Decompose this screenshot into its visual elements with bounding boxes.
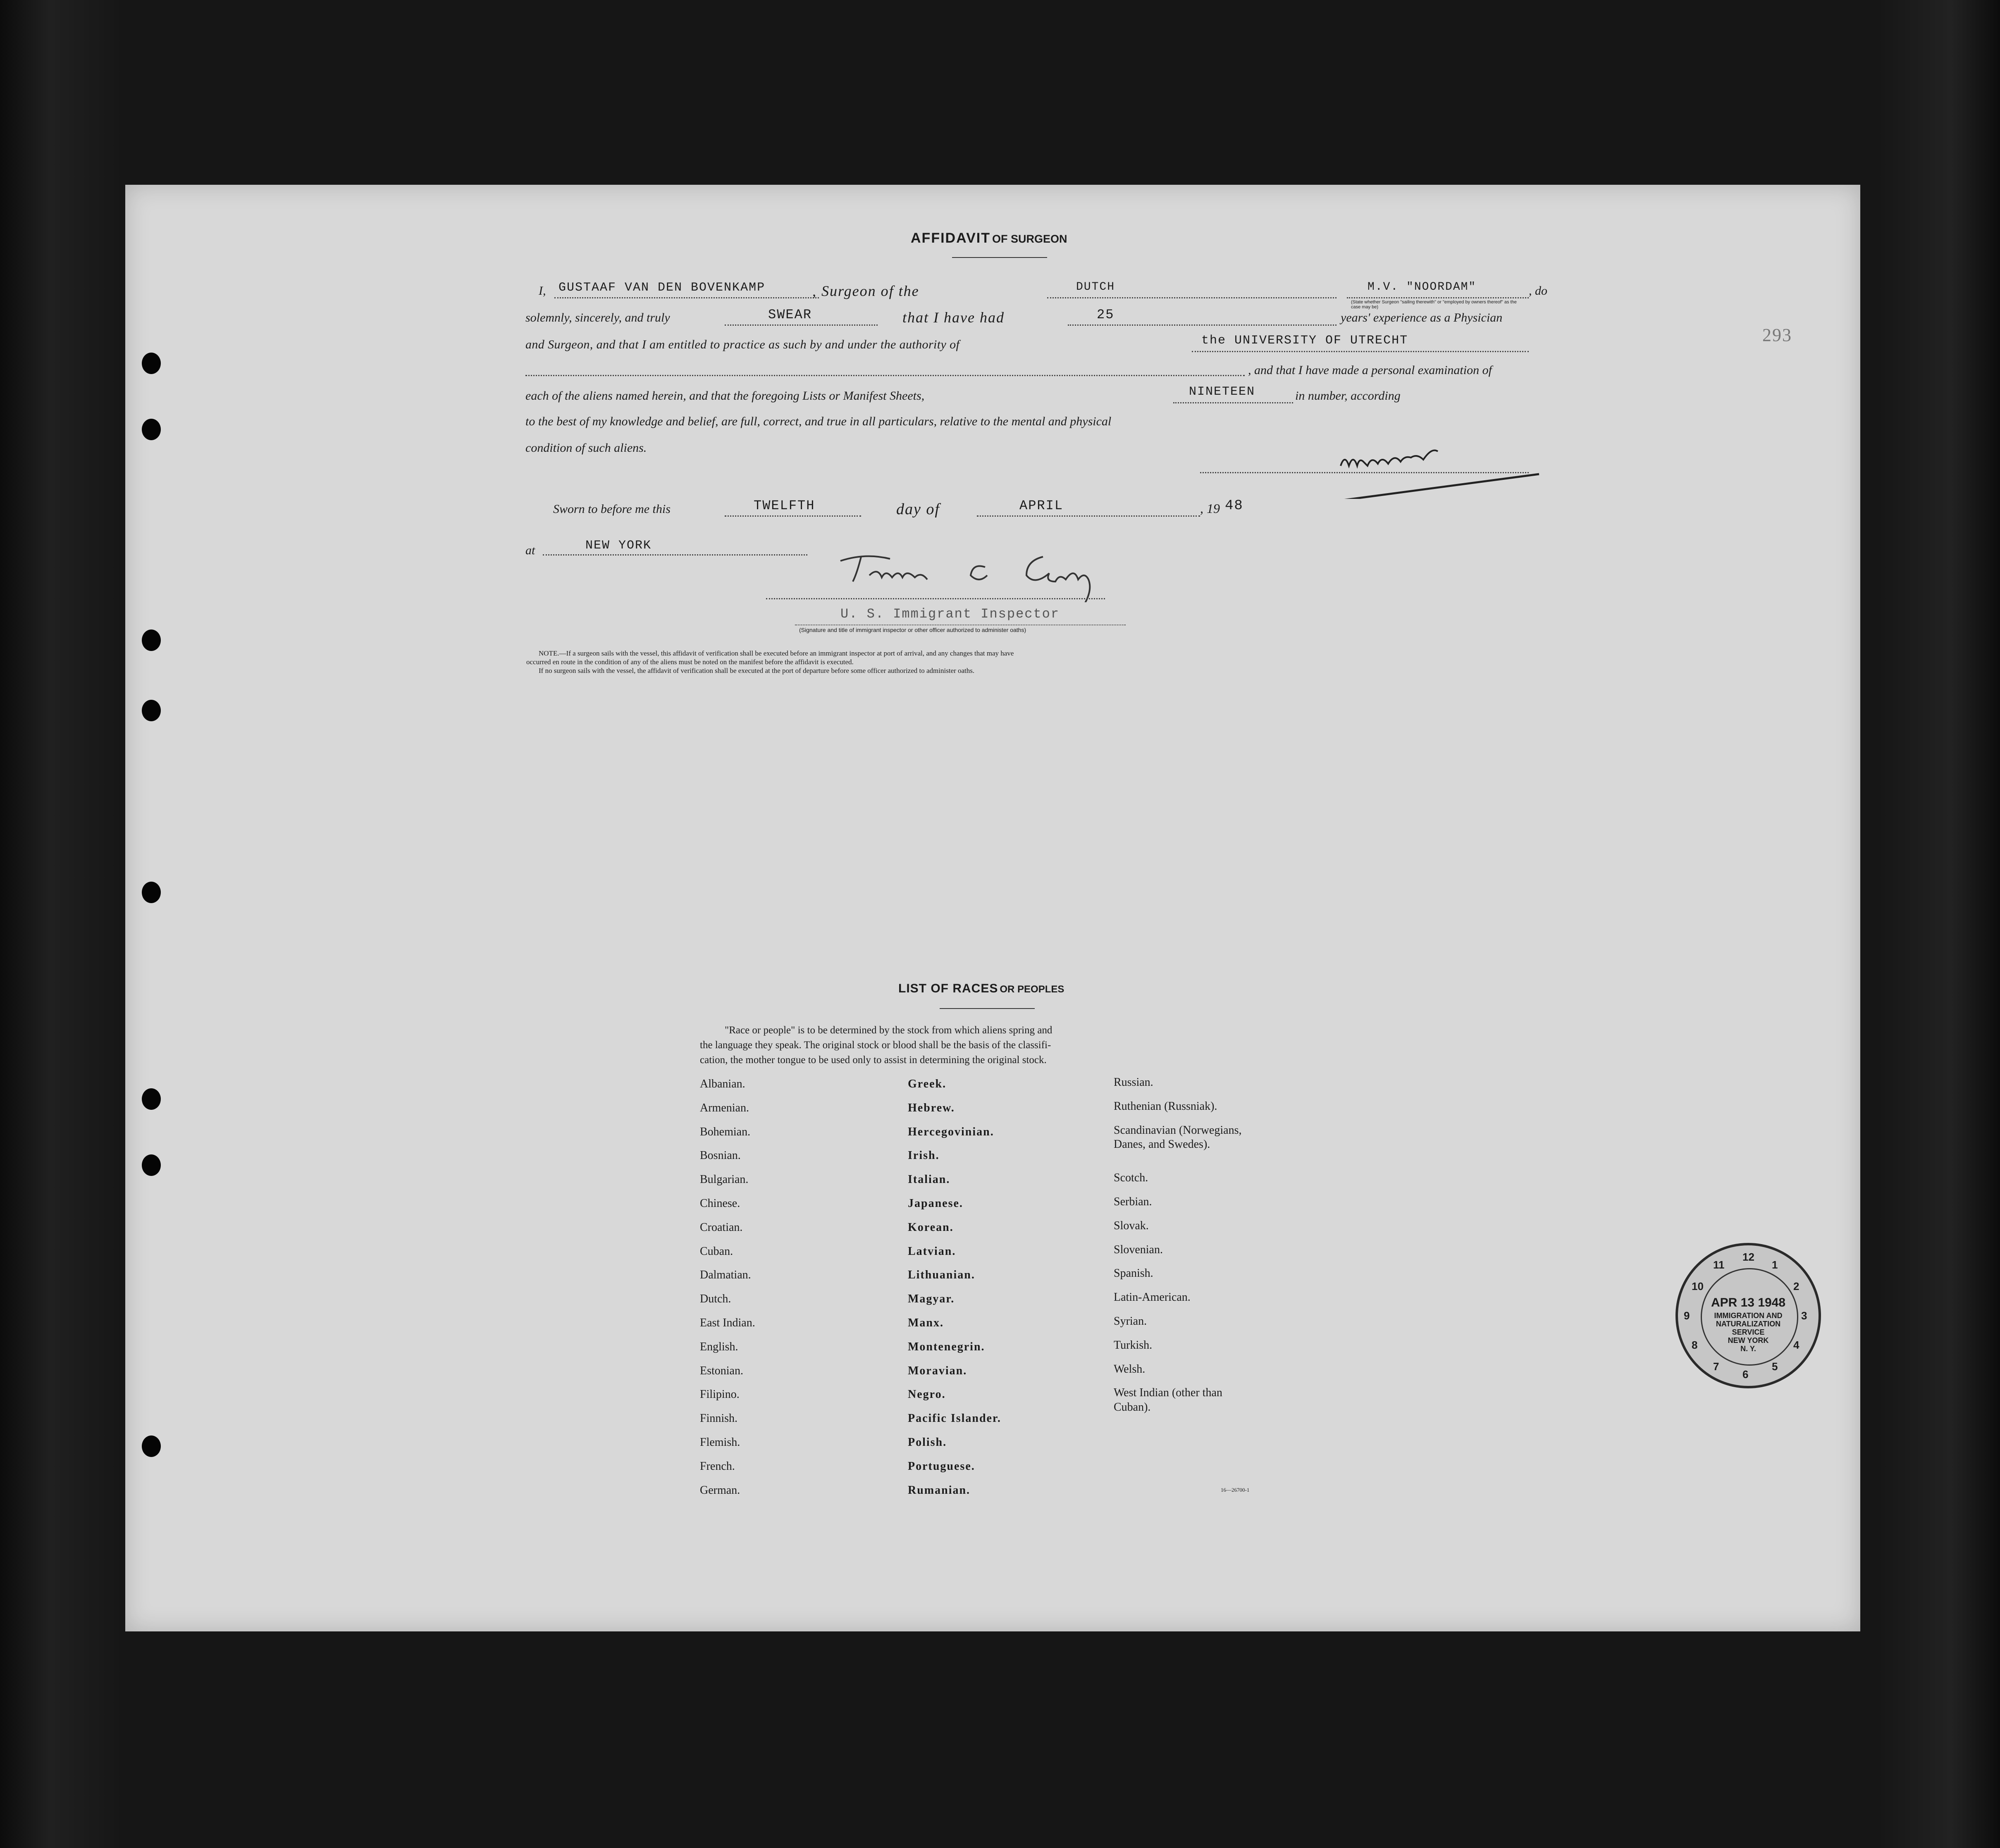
surgeon-signature-line bbox=[1200, 472, 1529, 473]
race-entry: Montenegrin. bbox=[908, 1340, 985, 1353]
stamp-number: 9 bbox=[1684, 1309, 1690, 1322]
blank-place bbox=[543, 554, 807, 556]
punch-hole bbox=[142, 1435, 161, 1457]
affidavit-title: AFFIDAVIT OF SURGEON bbox=[911, 230, 1067, 246]
page-number: 293 bbox=[1762, 325, 1792, 345]
race-entry: French. bbox=[700, 1460, 735, 1473]
sheet-count: NINETEEN bbox=[1189, 385, 1255, 399]
inspector-title: U. S. Immigrant Inspector bbox=[840, 606, 1060, 622]
races-intro-line3: cation, the mother tongue to be used only to assist in determining the original stock. bbox=[700, 1054, 1047, 1066]
form-code: 16—26700-1 bbox=[1221, 1487, 1250, 1493]
sworn-city: NEW YORK bbox=[585, 539, 652, 553]
stamp-number: 7 bbox=[1713, 1360, 1719, 1373]
affidavit-line6: to the best of my knowledge and belief, are full, correct, and true in all particulars, relative to the mental and physical bbox=[525, 415, 1112, 428]
punch-hole bbox=[142, 700, 161, 721]
punch-hole bbox=[142, 882, 161, 903]
race-entry: Hebrew. bbox=[908, 1102, 955, 1114]
surgeon-name: GUSTAAF VAN DEN BOVENKAMP bbox=[558, 281, 766, 295]
affidavit-line5-prefix: each of the aliens named herein, and that the foregoing Lists or Manifest Sheets, bbox=[525, 389, 925, 403]
year-prefix: , 19 bbox=[1200, 501, 1220, 516]
race-entry: Syrian. bbox=[1114, 1315, 1147, 1328]
races-intro-line2: the language they speak. The original stock or blood shall be the basis of the classifi- bbox=[700, 1040, 1051, 1051]
blank-surgeon-name bbox=[554, 297, 819, 298]
race-entry: Albanian. bbox=[700, 1078, 745, 1090]
race-entry: Bohemian. bbox=[700, 1125, 751, 1138]
blank-nationality bbox=[1047, 297, 1337, 298]
punch-hole bbox=[142, 1154, 161, 1176]
race-entry: Japanese. bbox=[908, 1197, 963, 1210]
race-entry: Bulgarian. bbox=[700, 1173, 749, 1186]
stamp-date: APR 13 1948 bbox=[1711, 1296, 1786, 1309]
affidavit-line2-suffix: years' experience as a Physician bbox=[1341, 311, 1503, 324]
race-entry: Estonian. bbox=[700, 1364, 743, 1377]
blank-sheet-count bbox=[1173, 402, 1293, 403]
race-entry: Manx. bbox=[908, 1316, 944, 1329]
stamp-number: 11 bbox=[1713, 1259, 1725, 1271]
race-entry: Portuguese. bbox=[908, 1460, 975, 1473]
punch-hole bbox=[142, 1088, 161, 1110]
race-entry: Hercegovinian. bbox=[908, 1125, 994, 1138]
affidavit-line4: , and that I have made a personal examination of bbox=[1248, 363, 1492, 377]
affidavit-line1-prefix: I, bbox=[539, 284, 546, 298]
stamp-number: 5 bbox=[1772, 1360, 1778, 1373]
race-entry: Italian. bbox=[908, 1173, 950, 1186]
affidavit-line3-prefix: and Surgeon, and that I am entitled to practice as such by and under the authority of bbox=[525, 338, 960, 351]
races-title: LIST OF RACES OR PEOPLES bbox=[898, 982, 1064, 995]
race-entry: Dalmatian. bbox=[700, 1269, 751, 1281]
race-entry: Cuban). bbox=[1114, 1401, 1151, 1414]
race-entry: Ruthenian (Russniak). bbox=[1114, 1100, 1217, 1113]
race-entry: Serbian. bbox=[1114, 1195, 1152, 1208]
race-entry: Dutch. bbox=[700, 1292, 731, 1305]
note-line2: occurred en route in the condition of any of the aliens must be noted on the manifest before the affidavit is executed. bbox=[526, 658, 854, 666]
vessel-nationality: DUTCH bbox=[1076, 281, 1115, 293]
races-intro-line1: "Race or people" is to be determined by the stock from which aliens spring and bbox=[725, 1025, 1053, 1036]
race-entry: Magyar. bbox=[908, 1292, 955, 1305]
races-title-underline bbox=[940, 1008, 1035, 1009]
race-entry: Pacific Islander. bbox=[908, 1412, 1001, 1425]
blank-oath bbox=[725, 324, 878, 326]
race-entry: Russian. bbox=[1114, 1076, 1153, 1089]
stamp-number: 10 bbox=[1692, 1280, 1704, 1292]
race-entry: Slovenian. bbox=[1114, 1243, 1163, 1256]
stamp-line1: IMMIGRATION AND bbox=[1714, 1311, 1783, 1320]
race-entry: Finnish. bbox=[700, 1412, 738, 1425]
race-entry: Turkish. bbox=[1114, 1339, 1153, 1352]
blank-day bbox=[725, 515, 861, 517]
day-of-label: day of bbox=[896, 501, 940, 518]
race-entry: Flemish. bbox=[700, 1436, 740, 1449]
race-entry: Negro. bbox=[908, 1388, 946, 1401]
race-entry: Moravian. bbox=[908, 1364, 967, 1377]
affidavit-line5-suffix: in number, according bbox=[1295, 389, 1401, 403]
affidavit-line7: condition of such aliens. bbox=[525, 441, 647, 455]
blank-month bbox=[977, 515, 1200, 517]
stamp-line4: NEW YORK bbox=[1728, 1336, 1769, 1345]
sworn-year: 48 bbox=[1225, 498, 1243, 514]
race-entry: Scotch. bbox=[1114, 1171, 1148, 1184]
punch-hole bbox=[142, 419, 161, 440]
affidavit-line2-prefix: solemnly, sincerely, and truly bbox=[525, 311, 670, 324]
stamp-line5: N. Y. bbox=[1740, 1345, 1756, 1353]
stamp-number: 3 bbox=[1801, 1309, 1807, 1322]
race-entry: Spanish. bbox=[1114, 1267, 1153, 1280]
race-entry: Greek. bbox=[908, 1078, 947, 1090]
licensing-authority: the UNIVERSITY OF UTRECHT bbox=[1201, 334, 1408, 348]
race-entry: Polish. bbox=[908, 1436, 947, 1449]
race-entry: German. bbox=[700, 1484, 740, 1497]
blank-authority-continued bbox=[525, 375, 1245, 376]
stamp-line3: SERVICE bbox=[1732, 1328, 1765, 1336]
race-entry: Lithuanian. bbox=[908, 1269, 975, 1281]
race-entry: Armenian. bbox=[700, 1102, 749, 1114]
race-entry: Irish. bbox=[908, 1149, 940, 1162]
affidavit-line1-suffix: , do bbox=[1529, 284, 1547, 298]
stamp-number: 1 bbox=[1772, 1259, 1778, 1271]
document-sheet bbox=[125, 185, 1860, 1631]
blank-vessel bbox=[1347, 297, 1529, 298]
blank-authority bbox=[1192, 351, 1529, 352]
punch-hole bbox=[142, 353, 161, 374]
race-entry: Bosnian. bbox=[700, 1149, 741, 1162]
note-line1: NOTE.—If a surgeon sails with the vessel, this affidavit of verification shall be executed before an immigrant inspector at port of arrival, and any changes that may have bbox=[539, 649, 1014, 657]
surgeon-of-the-label: , Surgeon of the bbox=[812, 283, 919, 299]
stamp-number: 6 bbox=[1742, 1368, 1749, 1381]
affidavit-line2-mid: that I have had bbox=[902, 309, 1005, 326]
years-experience: 25 bbox=[1097, 307, 1115, 322]
race-entry: Cuban. bbox=[700, 1245, 733, 1258]
stamp-number: 4 bbox=[1793, 1339, 1800, 1351]
inspector-signature-line bbox=[766, 598, 1105, 599]
inspector-caption: (Signature and title of immigrant inspector or other officer authorized to administer oaths) bbox=[799, 627, 1026, 633]
stamp-number: 2 bbox=[1793, 1280, 1800, 1292]
race-entry: Latvian. bbox=[908, 1245, 956, 1258]
sworn-day: TWELFTH bbox=[754, 498, 815, 513]
race-entry: English. bbox=[700, 1340, 738, 1353]
race-entry: Latin-American. bbox=[1114, 1291, 1191, 1304]
title-underline bbox=[952, 257, 1047, 258]
immigration-stamp bbox=[1675, 1243, 1821, 1388]
sworn-prefix: Sworn to before me this bbox=[553, 502, 671, 516]
race-entry: Welsh. bbox=[1114, 1363, 1146, 1376]
race-entry: Scandinavian (Norwegians, bbox=[1114, 1124, 1242, 1137]
stamp-line2: NATURALIZATION bbox=[1716, 1320, 1781, 1328]
race-entry: Croatian. bbox=[700, 1221, 743, 1234]
inspector-signature bbox=[828, 544, 1241, 602]
stamp-number: 8 bbox=[1692, 1339, 1698, 1351]
note-line3: If no surgeon sails with the vessel, the affidavit of verification shall be executed at the port of departure before some officer authorized to administer oaths. bbox=[539, 667, 975, 675]
sworn-month: APRIL bbox=[1019, 498, 1064, 513]
punch-hole bbox=[142, 630, 161, 651]
race-entry: West Indian (other than bbox=[1114, 1386, 1222, 1399]
surgeon-signature bbox=[1200, 416, 1572, 499]
race-entry: Filipino. bbox=[700, 1388, 740, 1401]
oath-word: SWEAR bbox=[768, 307, 812, 322]
race-entry: Chinese. bbox=[700, 1197, 740, 1210]
place-prefix: at bbox=[525, 544, 535, 557]
surgeon-status-note: (State whether Surgeon "sailing therewith" or "employed by owners thereof" as the case may be) bbox=[1351, 300, 1517, 310]
race-entry: Korean. bbox=[908, 1221, 954, 1234]
blank-years bbox=[1068, 324, 1337, 326]
stamp-number: 12 bbox=[1742, 1251, 1754, 1263]
race-entry: Slovak. bbox=[1114, 1219, 1149, 1232]
race-entry: Danes, and Swedes). bbox=[1114, 1138, 1210, 1151]
vessel-name: M.V. "NOORDAM" bbox=[1368, 281, 1477, 293]
race-entry: Rumanian. bbox=[908, 1484, 971, 1497]
race-entry: East Indian. bbox=[700, 1316, 755, 1329]
